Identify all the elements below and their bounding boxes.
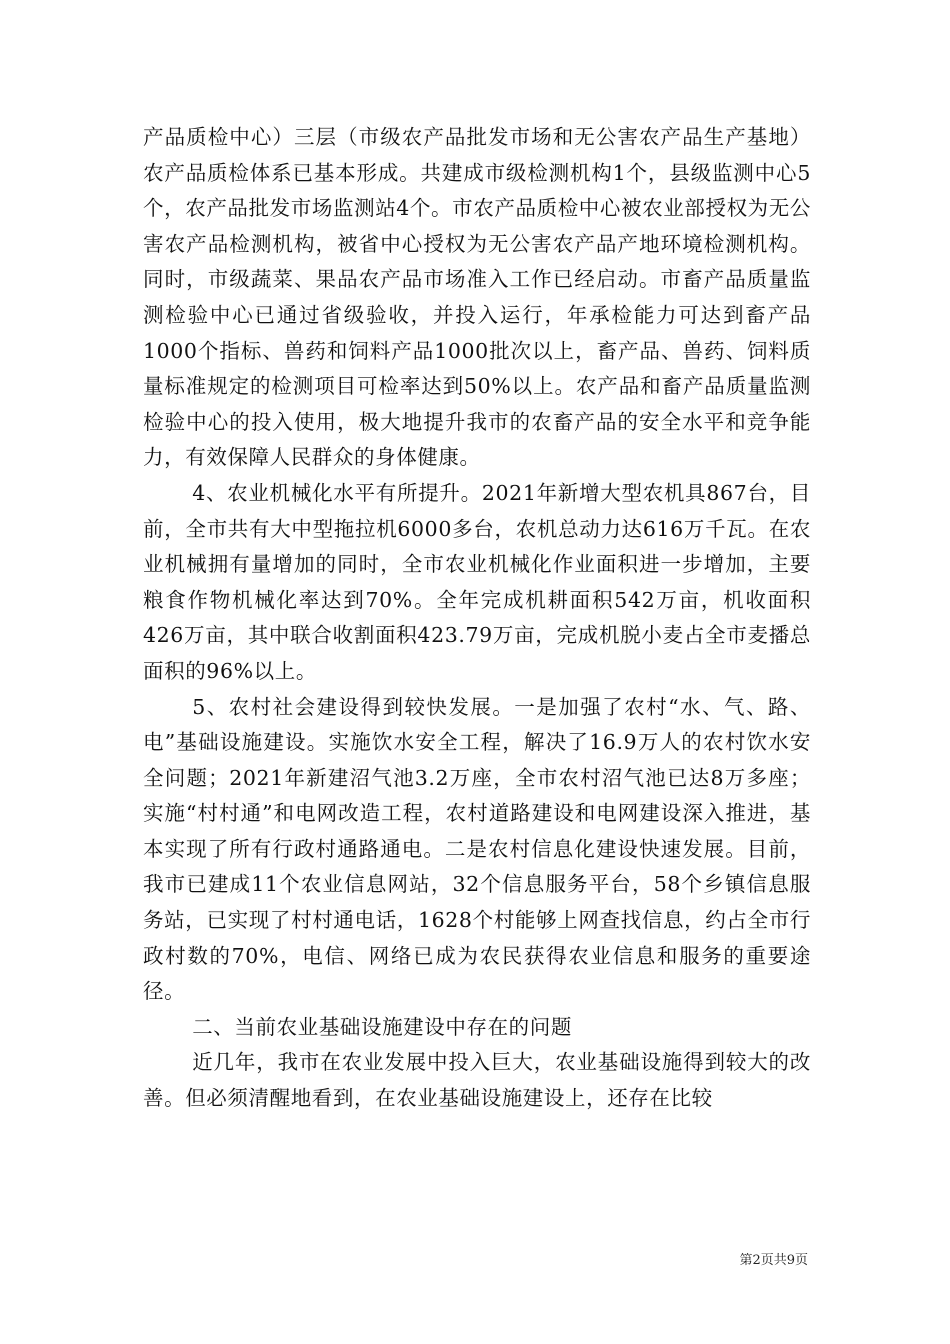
document-body bbox=[143, 120, 811, 1117]
page-number: 第2页共9页 bbox=[739, 1253, 808, 1268]
section-heading: 二、当前农业基础设施建设中存在的问题 bbox=[192, 1014, 572, 1039]
paragraph-problems-intro: 近几年，我市在农业发展中投入巨大，农业基础设施得到较大的改善。但必须清醒地看到，在农业基础设施建设上，还存在比较 bbox=[143, 1050, 811, 1111]
paragraph-quality-inspection: 产品质检中心）三层（市级农产品批发市场和无公害农产品生产基地）农产品质检体系已基本形成。共建成市级检测机构1个，县级监测中心5个，农产品批发市场监测站4个。市农产品质检中心被农业部授权为无公害农产品检测机构，被省中心授权为无公害农产品产地环境检测机构。同时，市级蔬菜、果品农产品市场准入工作已经启动。市畜产品质量监测检验中心已通过省级验收，并投入运行，年承检能力可达到畜产品1000个指标、兽药和饲料产品1000批次以上，畜产品、兽药、饲料质量标准规定的检测项目可检率达到50%以上。农产品和畜产品质量监测检验中心的投入使用，极大地提升我市的农畜产品的安全水平和竞争能力，有效保障人民群众的身体健康。 bbox=[143, 125, 811, 470]
paragraph-mechanization: 4、农业机械化水平有所提升。2021年新增大型农机具867台，目前，全市共有大中型拖拉机6000多台，农机总动力达616万千瓦。在农业机械拥有量增加的同时，全市农业机械化作业面积进一步增加，主要粮食作物机械化率达到70%。全年完成机耕面积542万亩，机收面积426万亩，其中联合收割面积423.79万亩，完成机脱小麦占全市麦播总面积的96%以上。 bbox=[143, 480, 811, 683]
paragraph-rural-development: 5、农村社会建设得到较快发展。一是加强了农村“水、气、路、电”基础设施建设。实施饮水安全工程，解决了16.9万人的农村饮水安全问题；2021年新建沼气池3.2万座，全市农村沼气池已达8万多座；实施“村村通”和电网改造工程，农村道路建设和电网建设深入推进，基本实现了所有行政村通路通电。二是农村信息化建设快速发展。目前，我市已建成11个农业信息网站，32个信息服务平台，58个乡镇信息服务站，已实现了村村通电话，1628个村能够上网查找信息，约占全市行政村数的70%，电信、网络已成为农民获得农业信息和服务的重要途径。 bbox=[143, 694, 811, 1004]
